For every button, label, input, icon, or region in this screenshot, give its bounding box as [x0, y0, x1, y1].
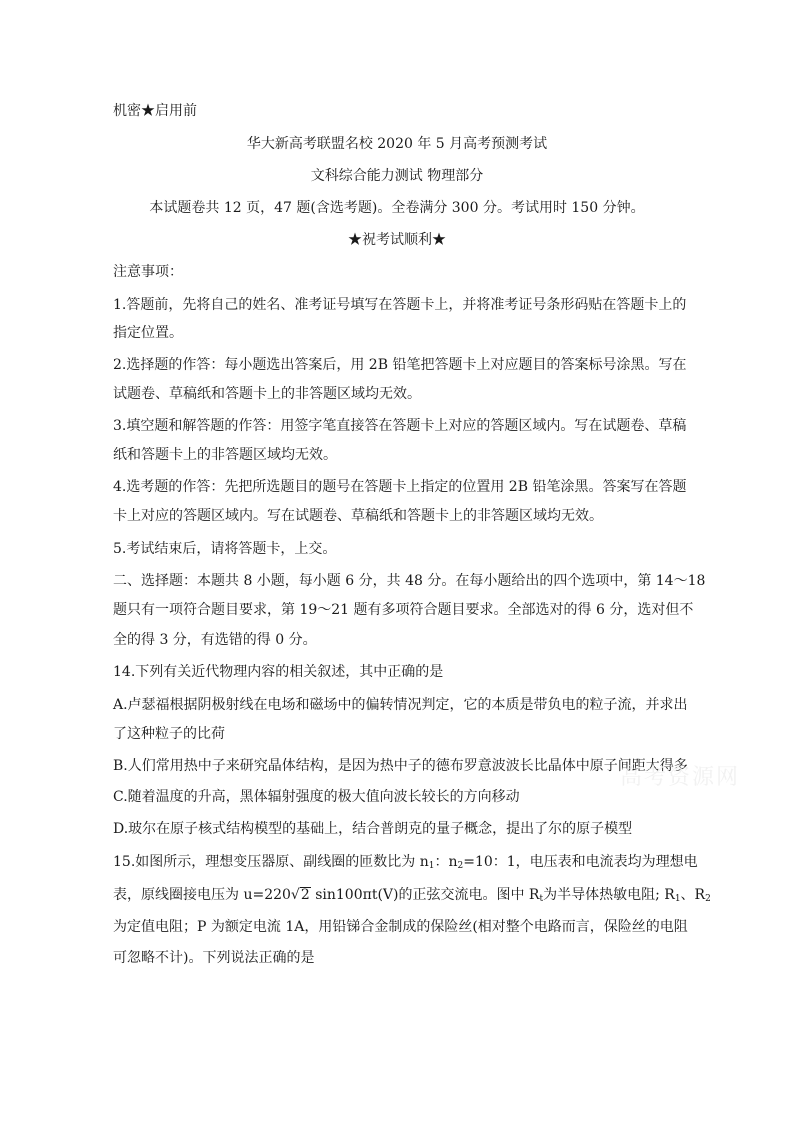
question-14-option-b: B.人们常用热中子来研究晶体结构，是因为热中子的德布罗意波波长比晶体中原子间距大得多 — [113, 758, 688, 774]
section-instructions: 题只有一项符合题目要求，第 19～21 题有多项符合题目要求。全部选对的得 6 分，选对但不 — [113, 602, 694, 618]
section-instructions: 全的得 3 分，有选错的得 0 分。 — [113, 632, 317, 648]
question-15-line-1: 15.如图所示，理想变压器原、副线圈的匝数比为 $n_1$：$n_2=10$：1，电压表和电流表均为理想电 — [113, 854, 698, 871]
question-14-stem: 14.下列有关近代物理内容的相关叙述，其中正确的是 — [113, 664, 444, 680]
notes-line: 5.考试结束后，请将答题卡，上交。 — [113, 541, 337, 557]
confidential-label: 机密★启用前 — [113, 103, 197, 119]
notes-line: 4.选考题的作答：先把所选题目的题号在答题卡上指定的位置用 2B 铅笔涂黑。答案写在答题 — [113, 479, 687, 495]
notes-line: 卡上对应的答题区域内。写在试题卷、草稿纸和答题卡上的非答题区域均无效。 — [113, 508, 603, 524]
exam-subtitle: 文科综合能力测试 物理部分 — [310, 168, 484, 184]
notes-line: 纸和答题卡上的非答题区域均无效。 — [113, 447, 337, 463]
blessing: ★祝考试顺利★ — [348, 232, 446, 248]
section-instructions: 二、选择题：本题共 8 小题，每小题 6 分，共 48 分。在每小题给出的四个选项中，第 14～18 — [113, 573, 706, 589]
question-14-option-a: A.卢瑟福根据阴极射线在电场和磁场中的偏转情况判定，它的本质是带负电的粒子流，并求出 — [113, 697, 688, 713]
notes-line: 2.选择题的作答：每小题选出答案后，用 2B 铅笔把答题卡上对应题目的答案标号涂黑。写在 — [113, 357, 687, 373]
notes-line: 3.填空题和解答题的作答：用签字笔直接答在答题卡上对应的答题区域内。写在试题卷、草稿 — [113, 418, 687, 434]
sqrt-symbol: √2 — [290, 887, 310, 903]
question-14-option-d: D.玻尔在原子核式结构模型的基础上，结合普朗克的量子概念，提出了尔的原子模型 — [113, 821, 633, 837]
exam-info: 本试题卷共 12 页，47 题(含选考题)。全卷满分 300 分。考试用时 150 分钟。 — [149, 200, 645, 216]
question-14-option-a-cont: 了这种粒子的比荷 — [113, 726, 225, 742]
question-15-line-4: 可忽略不计)。下列说法正确的是 — [113, 950, 315, 966]
notes-line: 1.答题前，先将自己的姓名、准考证号填写在答题卡上，并将准考证号条形码贴在答题卡上的 — [113, 297, 687, 313]
notes-heading: 注意事项： — [113, 264, 183, 280]
question-15-line-3: 为定值电阻；P 为额定电流 1A，用铅锑合金制成的保险丝(相对整个电路而言，保险丝的电阻 — [113, 919, 688, 935]
notes-line: 试题卷、草稿纸和答题卡上的非答题区域均无效。 — [113, 386, 421, 402]
watermark: 高考资源网 — [620, 765, 741, 790]
question-14-option-c: C.随着温度的升高，黑体辐射强度的极大值向波长较长的方向移动 — [113, 789, 520, 805]
exam-title: 华大新高考联盟名校 2020 年 5 月高考预测考试 — [246, 136, 548, 152]
question-15-line-2: 表，原线圈接电压为 u=220√2 sin100πt(V)的正弦交流电。图中 $R_t$为半导体热敏电阻; $R_1$、$R_2$ — [113, 887, 711, 904]
notes-line: 指定位置。 — [113, 325, 183, 341]
